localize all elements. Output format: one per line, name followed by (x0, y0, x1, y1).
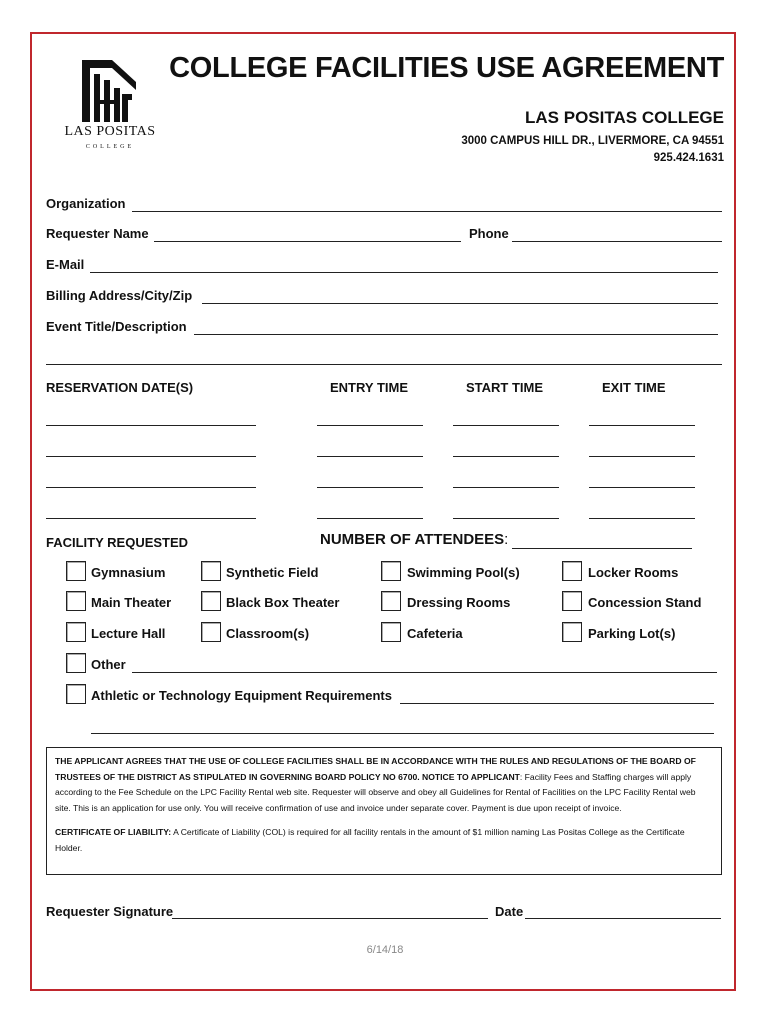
gymnasium-label: Gymnasium (91, 565, 166, 580)
cafeteria-label: Cafeteria (407, 626, 463, 641)
attendees-label-text: NUMBER OF ATTENDEES (320, 531, 505, 548)
phone-label: Phone (469, 226, 509, 241)
dressing-rooms-checkbox[interactable] (381, 591, 401, 611)
lecture-hall-checkbox[interactable] (66, 622, 86, 642)
college-address: 3000 CAMPUS HILL DR., LIVERMORE, CA 94551 (461, 135, 724, 147)
page-title: COLLEGE FACILITIES USE AGREEMENT (169, 52, 724, 84)
billing-field[interactable] (202, 303, 718, 304)
other-label: Other (91, 657, 126, 672)
logo-subtext: COLLEGE (85, 144, 135, 150)
terms-box (46, 747, 722, 875)
terms-paragraph (55, 754, 713, 816)
exit-time-field[interactable] (589, 518, 695, 519)
college-logo-mark-icon (82, 60, 136, 122)
main-theater-label: Main Theater (91, 595, 172, 610)
attendees-field[interactable] (512, 548, 692, 549)
logo-text: LAS POSITAS (64, 124, 156, 139)
classroom-checkbox[interactable] (201, 622, 221, 642)
swimming-pool-checkbox[interactable] (381, 561, 401, 581)
parking-lot-label: Parking Lot(s) (588, 626, 676, 641)
classroom-label: Classroom(s) (226, 626, 310, 641)
signature-field[interactable] (172, 918, 488, 919)
concession-stand-checkbox[interactable] (562, 591, 582, 611)
gymnasium-checkbox[interactable] (66, 561, 86, 581)
main-theater-checkbox[interactable] (66, 591, 86, 611)
reservation-date-field[interactable] (46, 518, 256, 519)
entry-time-field[interactable] (317, 425, 423, 426)
other-field[interactable] (132, 672, 717, 673)
email-label: E-Mail (46, 257, 85, 272)
swimming-pool-label: Swimming Pool(s) (407, 565, 520, 580)
organization-field[interactable] (132, 211, 722, 212)
attendees-label (320, 531, 508, 548)
exit-time-field[interactable] (589, 456, 695, 457)
concession-stand-label: Concession Stand (588, 595, 702, 610)
liability-normal-text: A Certificate of Liability (COL) is required for all facility rentals in the amount of $1 million naming Las Positas College as the Certificate Holder. (55, 827, 685, 853)
start-time-field[interactable] (453, 518, 559, 519)
exit-time-header: EXIT TIME (602, 380, 666, 395)
black-box-theater-label: Black Box Theater (226, 595, 340, 610)
locker-rooms-label: Locker Rooms (588, 565, 679, 580)
requester-name-field[interactable] (154, 241, 461, 242)
synthetic-field-label: Synthetic Field (226, 565, 319, 580)
requester-name-label: Requester Name (46, 226, 149, 241)
cafeteria-checkbox[interactable] (381, 622, 401, 642)
facility-requested-header: FACILITY REQUESTED (46, 535, 189, 550)
event-field[interactable] (194, 334, 718, 335)
signature-label: Requester Signature (46, 904, 174, 919)
liability-bold-text: CERTIFICATE OF LIABILITY: (55, 827, 172, 837)
college-name: LAS POSITAS COLLEGE (525, 108, 724, 127)
event-label: Event Title/Description (46, 319, 187, 334)
reservation-date-field[interactable] (46, 425, 256, 426)
college-phone: 925.424.1631 (653, 152, 724, 164)
entry-time-field[interactable] (317, 518, 423, 519)
reservation-date-field[interactable] (46, 456, 256, 457)
exit-time-field[interactable] (589, 487, 695, 488)
dressing-rooms-label: Dressing Rooms (407, 595, 511, 610)
equipment-field[interactable] (400, 703, 714, 704)
parking-lot-checkbox[interactable] (562, 622, 582, 642)
attendees-colon: : (504, 531, 509, 548)
event-field-line2[interactable] (46, 364, 722, 365)
exit-time-field[interactable] (589, 425, 695, 426)
start-time-field[interactable] (453, 456, 559, 457)
black-box-theater-checkbox[interactable] (201, 591, 221, 611)
synthetic-field-checkbox[interactable] (201, 561, 221, 581)
organization-label: Organization (46, 196, 126, 211)
college-logo (60, 60, 160, 155)
other-checkbox[interactable] (66, 653, 86, 673)
reservation-dates-header: RESERVATION DATE(S) (46, 380, 194, 395)
start-time-field[interactable] (453, 487, 559, 488)
locker-rooms-checkbox[interactable] (562, 561, 582, 581)
entry-time-field[interactable] (317, 456, 423, 457)
revision-date: 6/14/18 (366, 944, 404, 956)
entry-time-field[interactable] (317, 487, 423, 488)
terms-normal-text: Facility Fees and Staffing charges will apply according to the Fee Schedule on the LPC Facility Rental web site. Requester will observe and obey all Guidelines for Rental of Facilities on the LPC Facility Rental web site. This is an application for use only. You will receive confirmation of use and invoice under separate cover. Payment is due upon receipt of invoice. (55, 771, 696, 813)
email-field[interactable] (90, 272, 718, 273)
liability-paragraph (55, 825, 713, 856)
equipment-field-line2[interactable] (91, 733, 714, 734)
equipment-label: Athletic or Technology Equipment Requirements (91, 688, 392, 703)
reservation-date-field[interactable] (46, 487, 256, 488)
lecture-hall-label: Lecture Hall (91, 626, 166, 641)
equipment-checkbox[interactable] (66, 684, 86, 704)
date-label: Date (495, 904, 524, 919)
billing-label: Billing Address/City/Zip (46, 288, 193, 303)
entry-time-header: ENTRY TIME (330, 380, 409, 395)
start-time-header: START TIME (466, 380, 544, 395)
terms-bold-text: THE APPLICANT AGREES THAT THE USE OF COLLEGE FACILITIES SHALL BE IN ACCORDANCE WITH THE RULES AND REGULATIONS OF THE BOARD OF TRUSTEES OF THE DISTRICT AS STIPULATED IN GOVERNING BOARD POLICY NO 6700. NOTICE TO APPLICANT (55, 756, 696, 782)
terms-colon: : (519, 771, 523, 782)
start-time-field[interactable] (453, 425, 559, 426)
date-field[interactable] (525, 918, 721, 919)
phone-field[interactable] (512, 241, 722, 242)
